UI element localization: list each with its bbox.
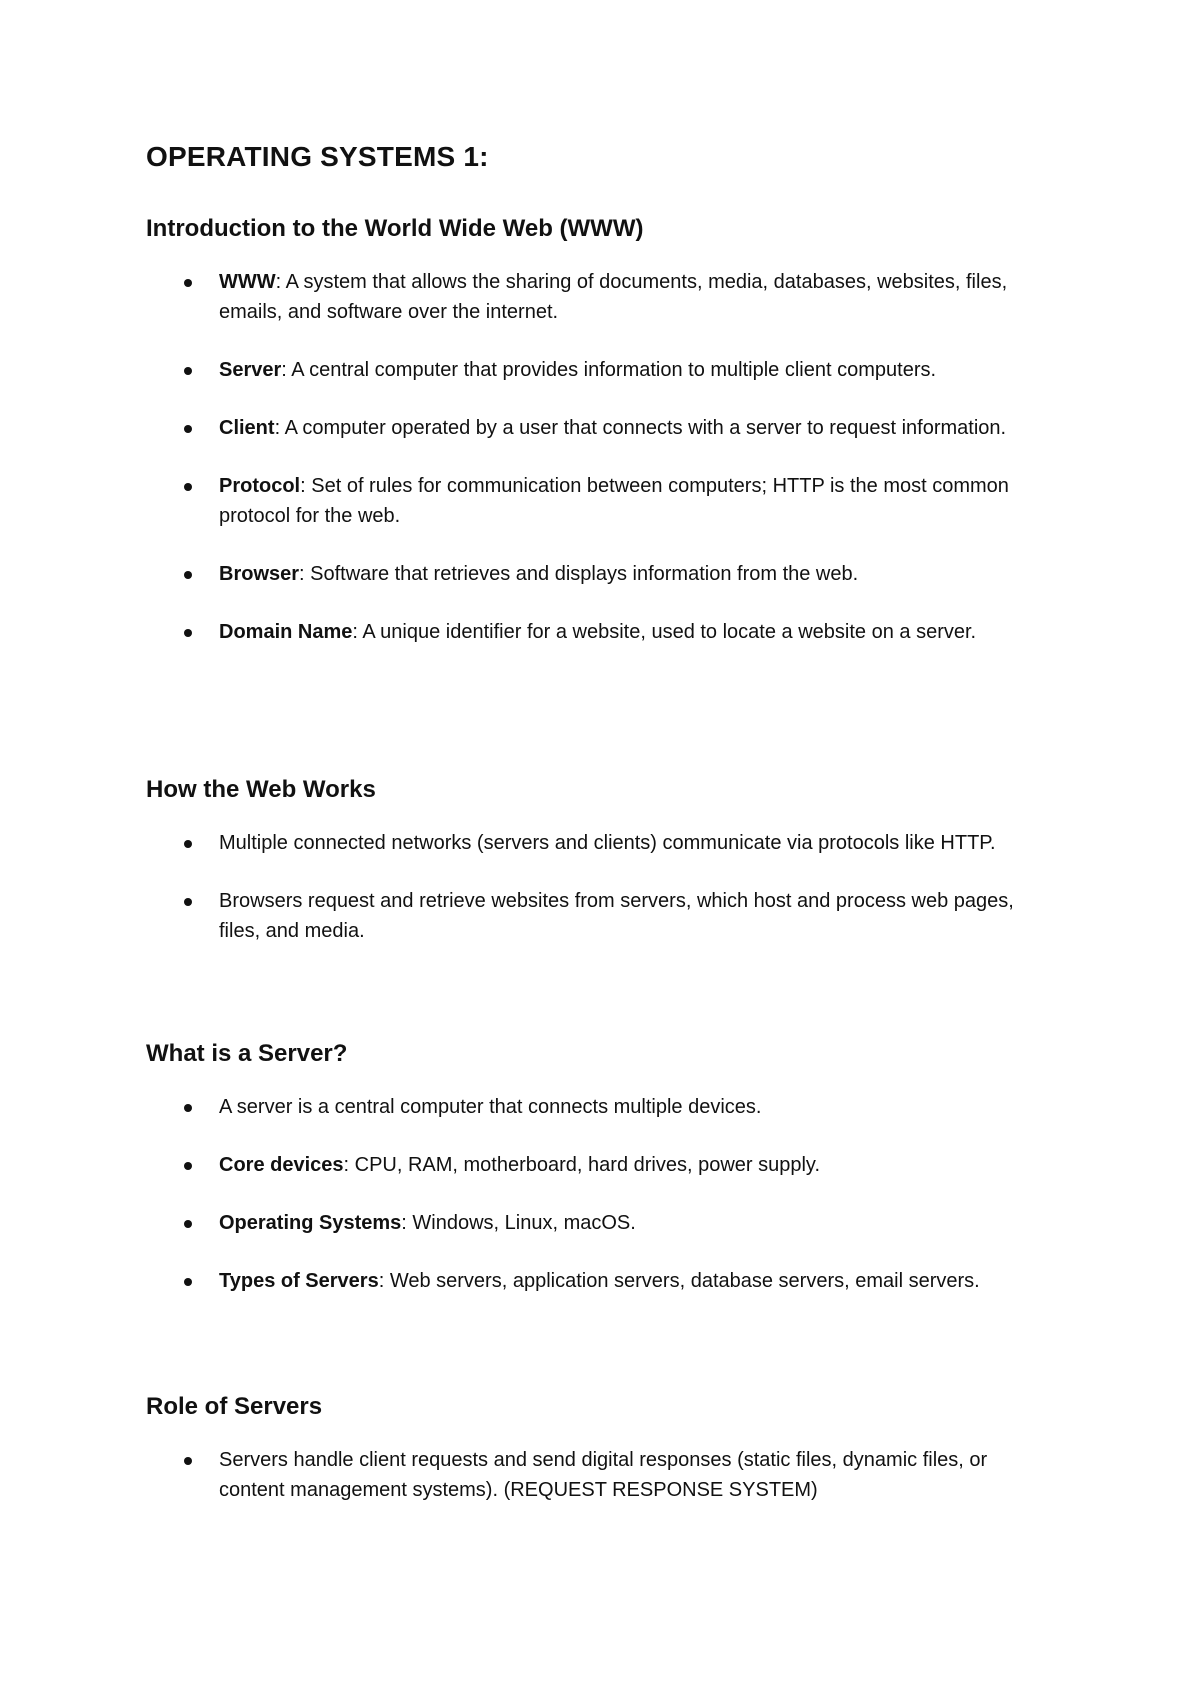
item-text: : A central computer that provides information to multiple client computers. xyxy=(281,359,937,381)
bullet-icon xyxy=(184,279,192,287)
item-text: A server is a central computer that connects multiple devices. xyxy=(219,1096,762,1118)
list-item xyxy=(146,559,1049,589)
term-label: Core devices xyxy=(219,1154,344,1176)
document-title: OPERATING SYSTEMS 1: xyxy=(146,141,489,172)
list-item xyxy=(146,617,1049,647)
item-text: Multiple connected networks (servers and clients) communicate via protocols like HTTP. xyxy=(219,832,996,854)
bullet-icon xyxy=(184,571,192,579)
bullet-list-role-of-servers xyxy=(146,1445,1049,1505)
list-item xyxy=(146,355,1049,385)
list-item xyxy=(146,413,1049,443)
bullet-icon xyxy=(184,483,192,491)
term-label: Browser xyxy=(219,563,300,585)
list-item xyxy=(146,886,1049,946)
list-item xyxy=(146,1150,1049,1180)
item-text: : A unique identifier for a website, used to locate a website on a server. xyxy=(352,621,977,643)
bullet-list-what-is-server xyxy=(146,1092,1049,1296)
item-text: : Software that retrieves and displays information from the web. xyxy=(299,563,859,585)
term-label: Operating Systems xyxy=(219,1212,402,1234)
item-text: : CPU, RAM, motherboard, hard drives, power supply. xyxy=(343,1154,820,1176)
list-item xyxy=(146,1266,1049,1296)
bullet-icon xyxy=(184,1278,192,1286)
bullet-list-intro-www xyxy=(146,267,1049,647)
term-label: Server xyxy=(219,359,282,381)
term-label: Types of Servers xyxy=(219,1270,379,1292)
bullet-icon xyxy=(184,425,192,433)
bullet-icon xyxy=(184,1457,192,1465)
list-item xyxy=(146,828,1049,858)
list-item xyxy=(146,1445,1049,1505)
list-item xyxy=(146,267,1049,327)
section-heading-how-web-works: How the Web Works xyxy=(146,776,376,803)
item-text: : Set of rules for communication between computers; HTTP is the most common protocol for the web. xyxy=(219,475,1009,527)
bullet-icon xyxy=(184,1220,192,1228)
list-item xyxy=(146,1208,1049,1238)
term-label: Domain Name xyxy=(219,621,353,643)
item-text: : Web servers, application servers, database servers, email servers. xyxy=(378,1270,980,1292)
bullet-list-how-web-works xyxy=(146,828,1049,946)
item-text: : A computer operated by a user that connects with a server to request information. xyxy=(274,417,1007,439)
section-heading-role-of-servers: Role of Servers xyxy=(146,1393,323,1420)
term-label: Client xyxy=(219,417,275,439)
bullet-icon xyxy=(184,1162,192,1170)
bullet-icon xyxy=(184,1104,192,1112)
term-label: Protocol xyxy=(219,475,301,497)
term-label: WWW xyxy=(219,271,276,293)
section-heading-intro-www: Introduction to the World Wide Web (WWW) xyxy=(146,215,644,242)
item-text: : A system that allows the sharing of documents, media, databases, websites, files, emails, and software over the internet. xyxy=(219,271,1008,323)
section-heading-what-is-server: What is a Server? xyxy=(146,1040,348,1067)
list-item xyxy=(146,1092,1049,1122)
item-text: : Windows, Linux, macOS. xyxy=(401,1212,636,1234)
bullet-icon xyxy=(184,367,192,375)
bullet-icon xyxy=(184,840,192,848)
item-text: Browsers request and retrieve websites from servers, which host and process web pages, files, and media. xyxy=(219,890,1014,942)
list-item xyxy=(146,471,1049,531)
bullet-icon xyxy=(184,629,192,637)
bullet-icon xyxy=(184,898,192,906)
item-text: Servers handle client requests and send digital responses (static files, dynamic files, or content management systems). (REQUEST RESPONSE SYSTEM) xyxy=(219,1449,988,1501)
